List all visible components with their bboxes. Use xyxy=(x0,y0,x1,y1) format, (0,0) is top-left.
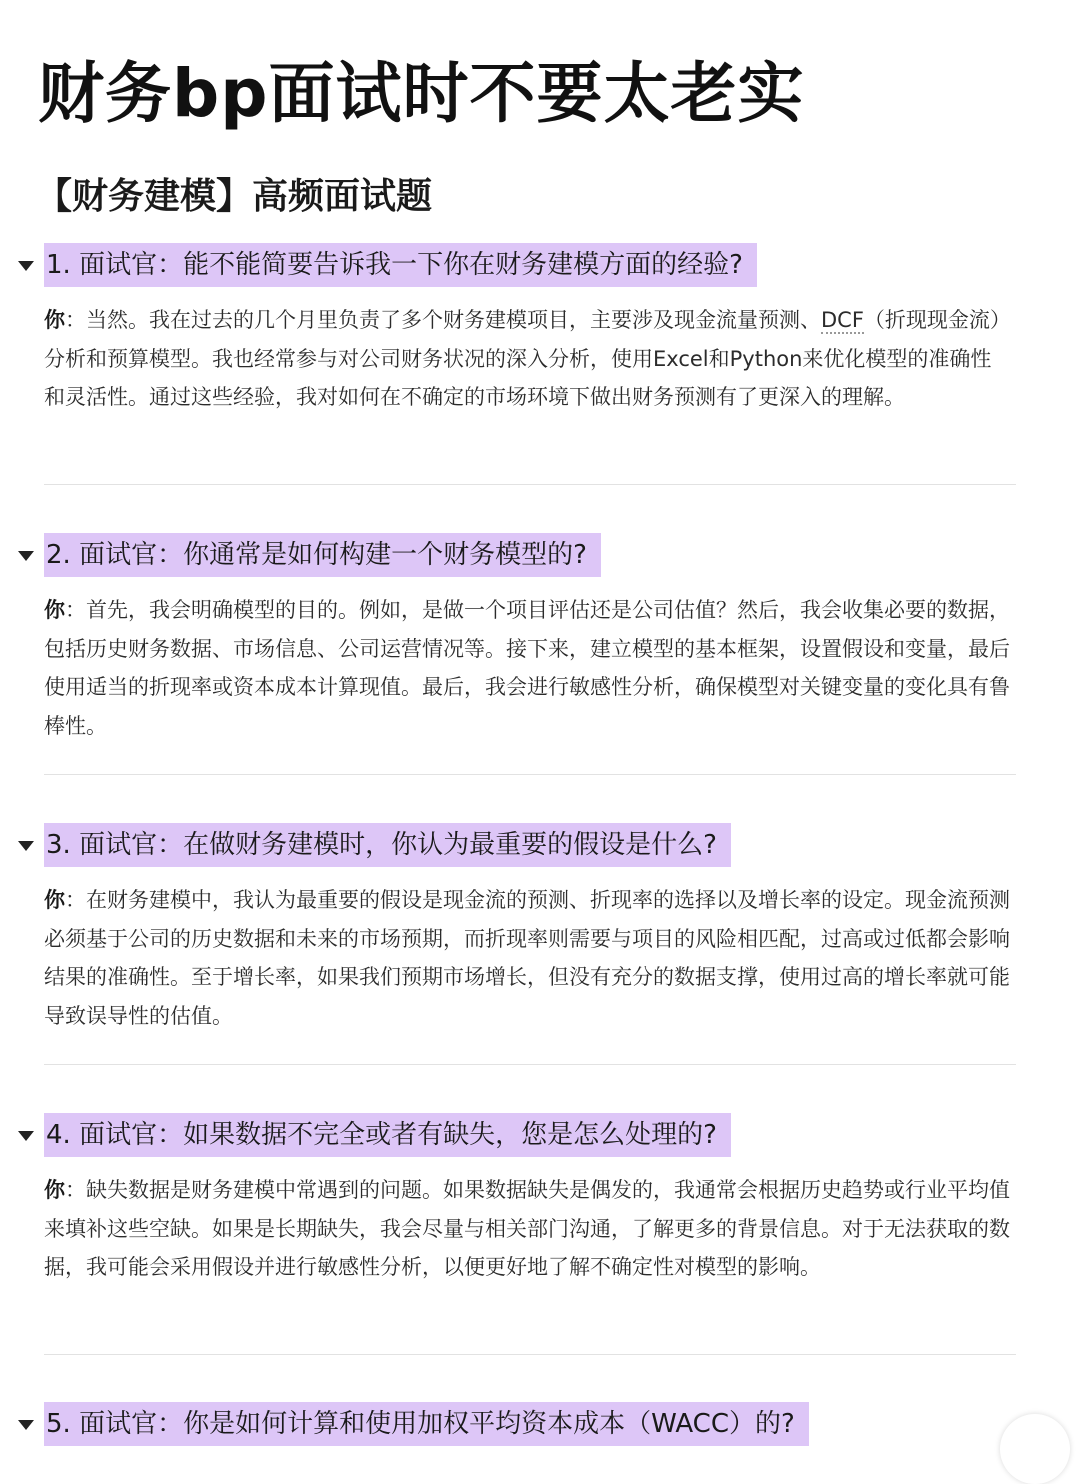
answer-body: ：缺失数据是财务建模中常遇到的问题。如果数据缺失是偶发的，我通常会根据历史趋势或行业平均值来填补这些空缺。如果是长期缺失，我会尽量与相关部门沟通，了解更多的背景信息。对于无法获取的数据，我可能会采用假设并进行敏感性分析，以便更好地了解不确定性对模型的影响。 xyxy=(44,1178,1010,1280)
answer-label: 你 xyxy=(44,598,65,622)
page-title: 财务bp面试时不要太老实 xyxy=(38,55,805,132)
floating-action-button[interactable] xyxy=(1000,1414,1070,1484)
answer-text xyxy=(44,301,1010,417)
answer-label: 你 xyxy=(44,308,65,332)
section-heading: 【财务建模】高频面试题 xyxy=(36,176,433,217)
dcf-term: DCF xyxy=(821,308,864,332)
answer-text xyxy=(44,591,1010,746)
toggle-heading-3[interactable] xyxy=(0,823,1080,867)
answer-label: 你 xyxy=(44,1178,65,1202)
question-text: 3. 面试官：在做财务建模时，你认为最重要的假设是什么? xyxy=(44,823,731,867)
toggle-heading-4[interactable] xyxy=(0,1113,1080,1157)
toggle-triangle-icon[interactable] xyxy=(18,841,34,851)
answer-text xyxy=(44,881,1010,1036)
toggle-triangle-icon[interactable] xyxy=(18,1131,34,1141)
divider xyxy=(44,1064,1016,1065)
question-text: 1. 面试官：能不能简要告诉我一下你在财务建模方面的经验? xyxy=(44,243,757,287)
answer-part: （折现现金流）分析和预算模型。我也经常参与对公司财务状况的深入分析，使用Excel和Python来优化模型的准确性和灵活性。通过这些经验，我对如何在不确定的市场环境下做出财务预测有了更深入的理解。 xyxy=(44,308,1001,410)
toggle-heading-2[interactable] xyxy=(0,533,1080,577)
answer-body: ：在财务建模中，我认为最重要的假设是现金流的预测、折现率的选择以及增长率的设定。现金流预测必须基于公司的历史数据和未来的市场预期，而折现率则需要与项目的风险相匹配，过高或过低都会影响结果的准确性。至于增长率，如果我们预期市场增长，但没有充分的数据支撑，使用过高的增长率就可能导致误导性的估值。 xyxy=(44,888,1010,1029)
answer-part: ：当然。我在过去的几个月里负责了多个财务建模项目，主要涉及现金流量预测、 xyxy=(65,308,821,332)
toggle-triangle-icon[interactable] xyxy=(18,551,34,561)
divider xyxy=(44,774,1016,775)
answer-body: ：首先，我会明确模型的目的。例如，是做一个项目评估还是公司估值？然后，我会收集必要的数据，包括历史财务数据、市场信息、公司运营情况等。接下来，建立模型的基本框架，设置假设和变量，最后使用适当的折现率或资本成本计算现值。最后，我会进行敏感性分析，确保模型对关键变量的变化具有鲁棒性。 xyxy=(44,598,1010,739)
toggle-triangle-icon[interactable] xyxy=(18,261,34,271)
answer-text xyxy=(44,1171,1010,1287)
divider xyxy=(44,1354,1016,1355)
answer-label: 你 xyxy=(44,888,65,912)
toggle-heading-5[interactable] xyxy=(0,1402,1080,1446)
toggle-heading-1[interactable] xyxy=(0,243,1080,287)
question-text: 2. 面试官：你通常是如何构建一个财务模型的? xyxy=(44,533,601,577)
divider xyxy=(44,484,1016,485)
toggle-triangle-icon[interactable] xyxy=(18,1420,34,1430)
question-text: 4. 面试官：如果数据不完全或者有缺失，您是怎么处理的? xyxy=(44,1113,731,1157)
question-text: 5. 面试官：你是如何计算和使用加权平均资本成本（WACC）的? xyxy=(44,1402,809,1446)
